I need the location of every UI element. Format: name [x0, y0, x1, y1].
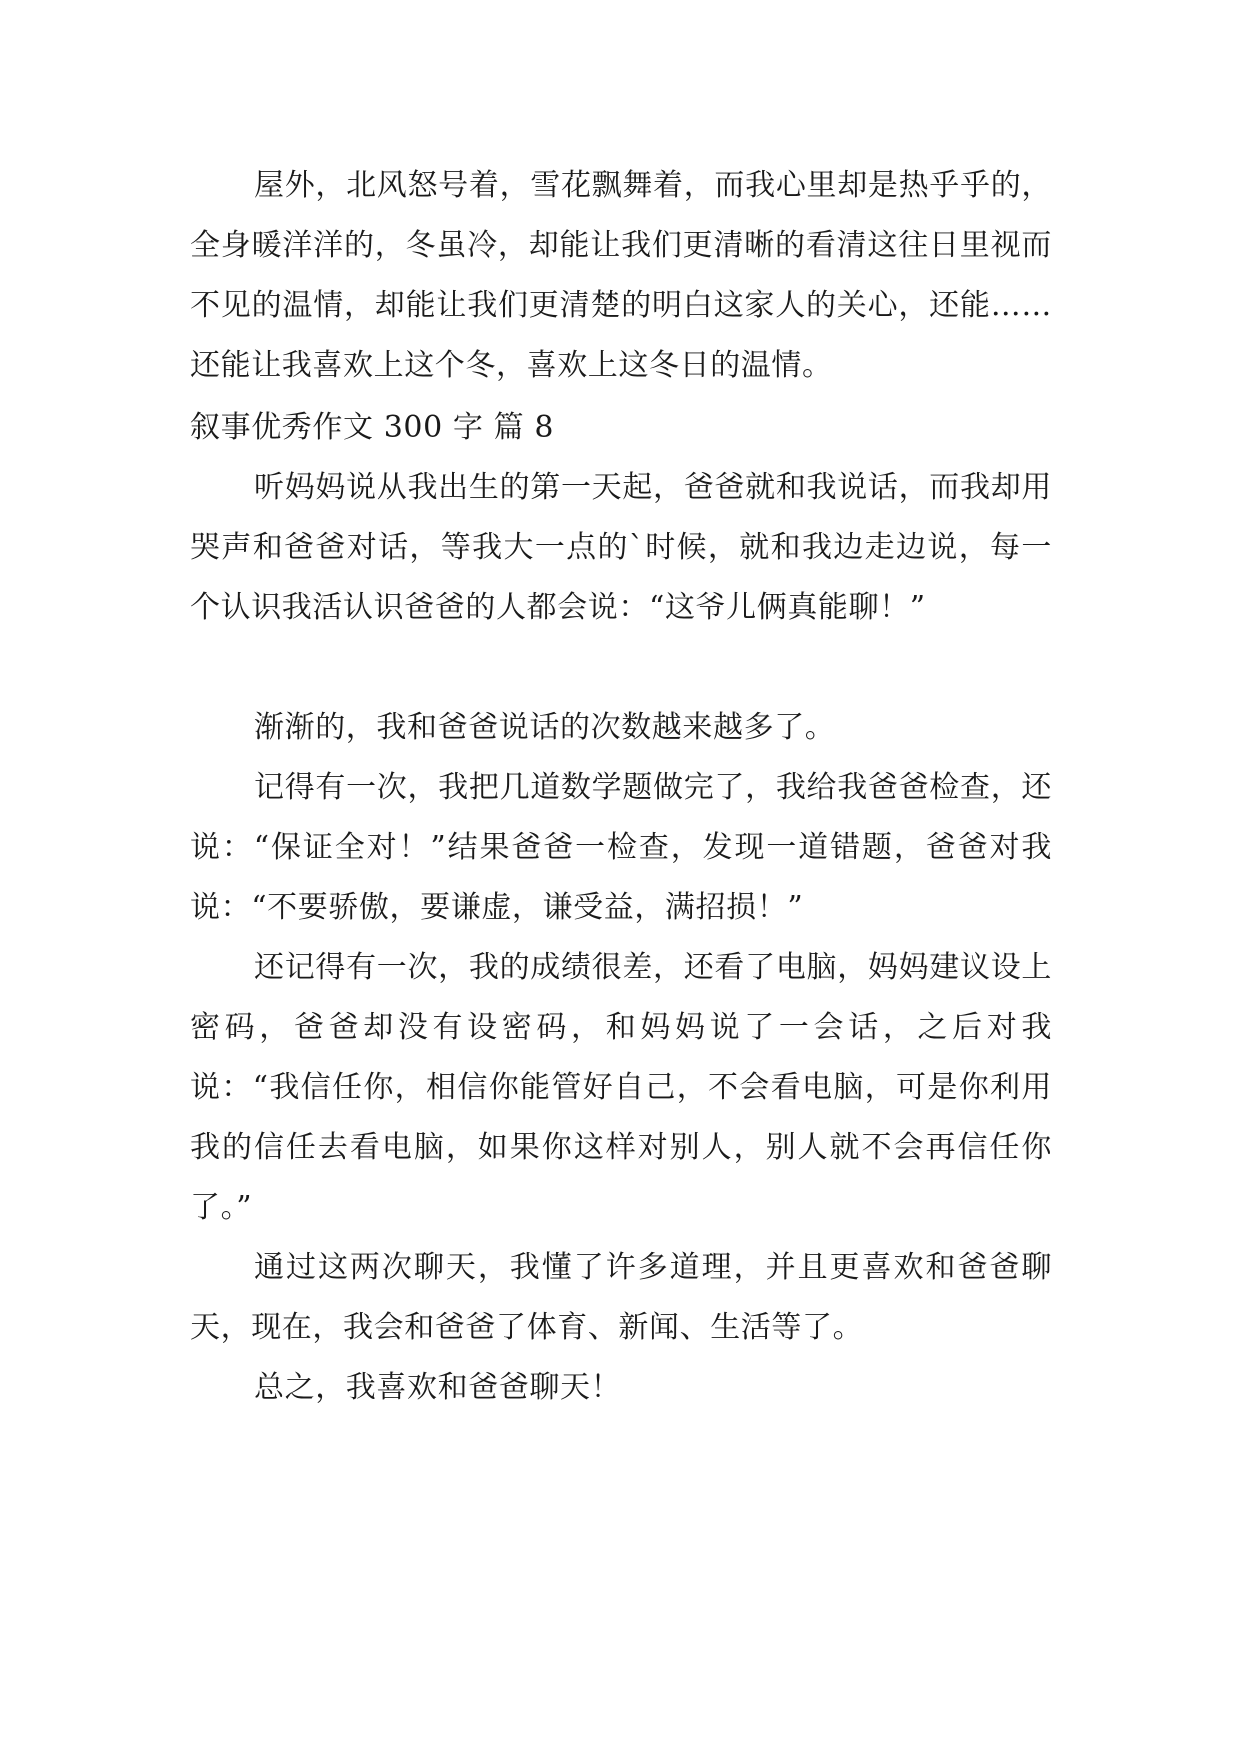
paragraph-2: 渐渐的，我和爸爸说话的次数越来越多了。 [254, 710, 836, 745]
paragraph-5: 通过这两次聊天，我懂了许多道理，并且更喜欢和爸爸聊天，现在，我会和爸爸了体育、新闻、生活等了。 [190, 1250, 1052, 1345]
paragraph-3: 记得有一次，我把几道数学题做完了，我给我爸爸检查，还说：“保证全对！”结果爸爸一检查，发现一道错题，爸爸对我说：“不要骄傲，要谦虚，谦受益，满招损！” [190, 770, 1052, 925]
intro-paragraph: 屋外，北风怒号着，雪花飘舞着，而我心里却是热乎乎的，全身暖洋洋的，冬虽冷，却能让我们更清晰的看清这往日里视而不见的温情，却能让我们更清楚的明白这家人的关心，还能……还能让我喜欢上这个冬，喜欢上这冬日的温情。 [190, 168, 1052, 383]
paragraph-4: 还记得有一次，我的成绩很差，还看了电脑，妈妈建议设上密码，爸爸却没有设密码，和妈妈说了一会话，之后对我说：“我信任你，相信你能管好自己，不会看电脑，可是你利用我的信任去看电脑，如果你这样对别人，别人就不会再信任你了。” [190, 950, 1052, 1225]
document-page [190, 0, 1052, 1754]
section-title: 叙事优秀作文 300 字 篇 8 [190, 410, 555, 445]
paragraph-6: 总之，我喜欢和爸爸聊天！ [254, 1370, 622, 1405]
paragraph-1: 听妈妈说从我出生的第一天起，爸爸就和我说话，而我却用哭声和爸爸对话，等我大一点的`时候，就和我边走边说，每一个认识我活认识爸爸的人都会说：“这爷儿俩真能聊！” [190, 470, 1052, 625]
